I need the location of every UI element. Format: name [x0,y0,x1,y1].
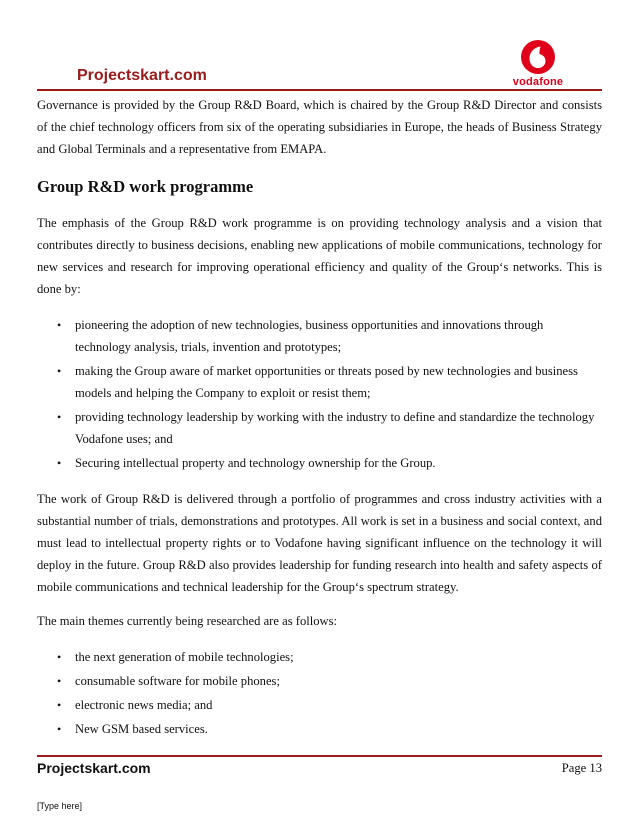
footer-brand: Projectskart.com [37,760,151,776]
list-item [37,646,602,668]
list-item-text: providing technology leadership by working with the industry to define and standardize the technology Vodafone uses; and [75,410,595,446]
list-item-text: making the Group aware of market opportunities or threats posed by new technologies and business models and helping the Company to exploit or resist them; [75,364,578,400]
header-brand: Projectskart.com [77,67,207,84]
footer-rule [37,755,602,757]
bullet-icon: • [57,674,62,688]
bullet-icon: • [57,410,62,424]
logo-wordmark: vodafone [512,76,564,88]
list-item [37,670,602,692]
list-item [37,314,602,358]
list-item-text: pioneering the adoption of new technologies, business opportunities and innovations through technology analysis, trials, invention and prototypes; [75,318,544,354]
list-item-text: New GSM based services. [75,722,208,736]
list-item-text: the next generation of mobile technologies; [75,650,294,664]
vodafone-speechmark-icon [496,38,580,76]
activities-list [37,314,602,474]
bullet-icon: • [57,698,62,712]
bullet-icon: • [57,456,62,470]
bullet-icon: • [57,318,62,332]
bullet-icon: • [57,650,62,664]
list-item-text: consumable software for mobile phones; [75,674,280,688]
list-item [37,406,602,450]
work-programme-paragraph: The emphasis of the Group R&D work programme is on providing technology analysis and a vision that contributes directly to business decisions, enabling new applications of mobile communications, technology for new services and research for improving operational efficiency and quality of the Group‘s networks. This is done by: [37,216,602,296]
bullet-icon: • [57,364,62,378]
list-item [37,718,602,740]
intro-paragraph: Governance is provided by the Group R&D Board, which is chaired by the Group R&D Director and consists of the chief technology officers from six of the operating subsidiaries in Europe, the heads of Business Strategy and Global Terminals and a representative from EMAPA. [37,98,602,156]
page-content [37,94,602,740]
themes-list [37,646,602,740]
list-item [37,360,602,404]
vodafone-logo [496,38,580,90]
list-item-text: electronic news media; and [75,698,213,712]
list-item [37,452,602,474]
section-heading: Group R&D work programme [37,177,254,196]
page-number: Page 13 [561,761,602,775]
list-item-text: Securing intellectual property and technology ownership for the Group. [75,456,436,470]
list-item [37,694,602,716]
delivery-paragraph: The work of Group R&D is delivered through a portfolio of programmes and cross industry activities with a substantial number of trials, demonstrations and prototypes. All work is set in a business and social context, and must lead to intellectual property rights or to Vodafone having significant influence on the technology it will deploy in the future. Group R&D also provides leadership for funding research into health and safety aspects of mobile communications and technical leadership for the Group‘s spectrum strategy. [37,492,602,594]
footer-placeholder: [Type here] [37,801,83,811]
header-rule [37,89,602,91]
bullet-icon: • [57,722,62,736]
themes-intro: The main themes currently being researched are as follows: [37,614,338,628]
